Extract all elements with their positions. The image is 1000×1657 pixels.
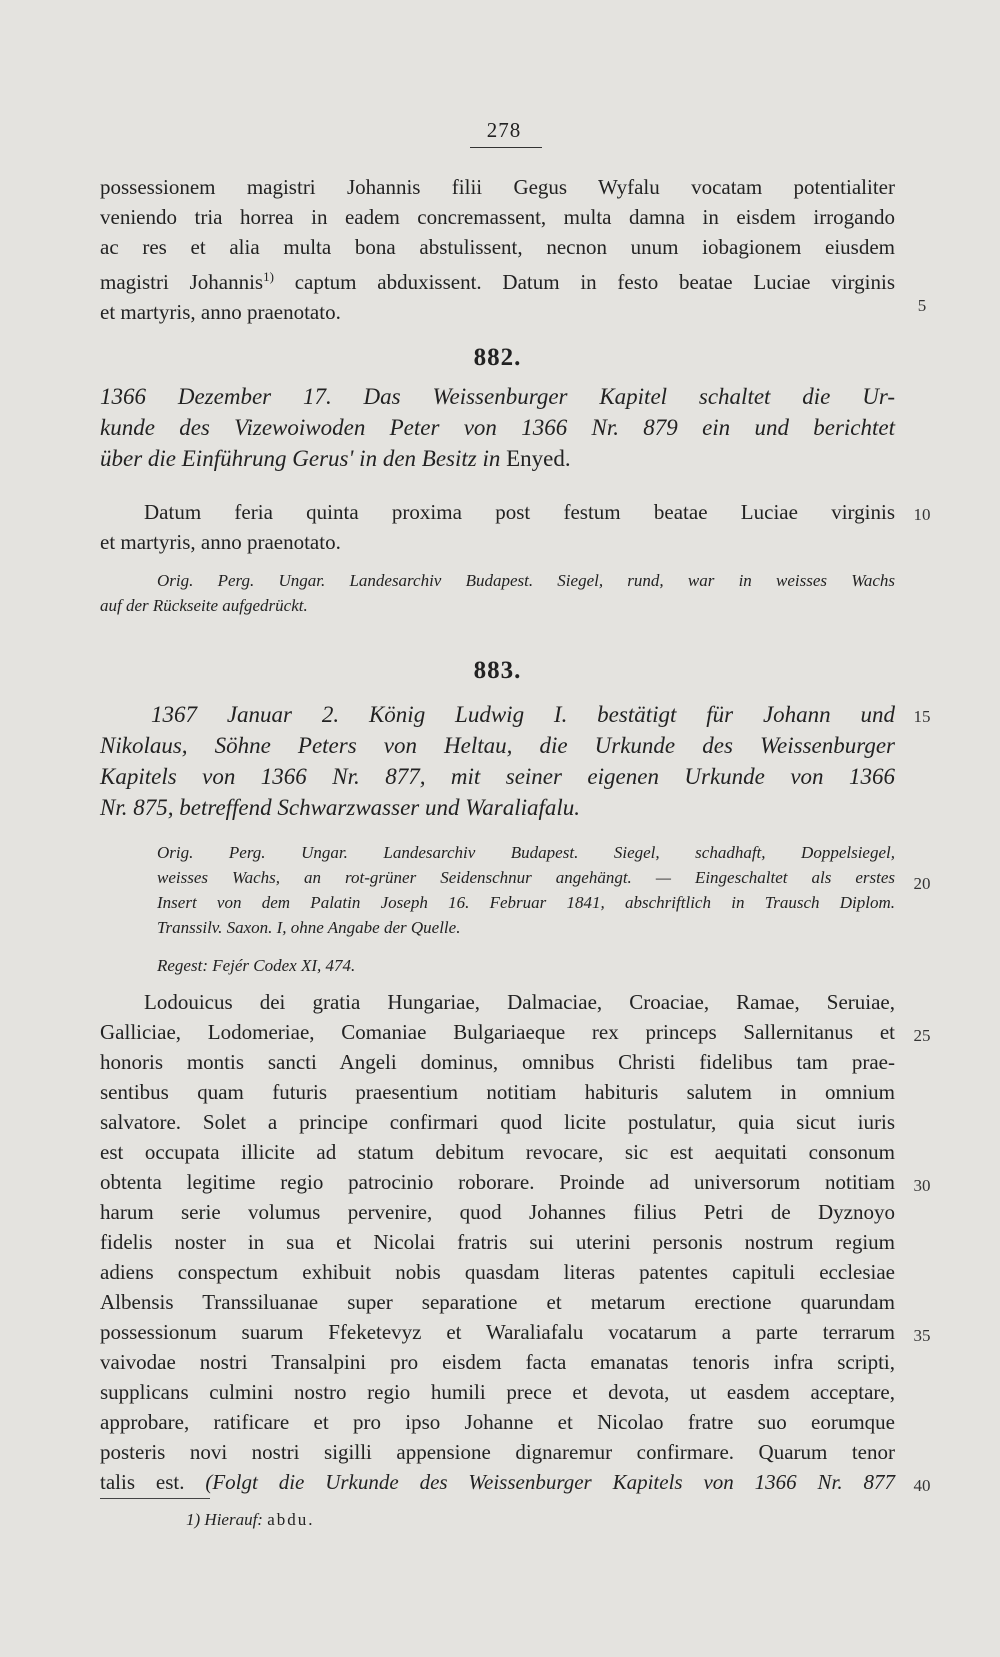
headline-line: Kapitels von 1366 Nr. 877, mit seiner eigenen Urkunde von 1366 xyxy=(100,764,895,789)
text-line: vaivodae nostri Transalpini pro eisdem facta emanatas tenoris infra scripti, xyxy=(100,1350,895,1374)
doc-883-text xyxy=(100,987,895,1497)
text-line: Galliciae, Lodomeriae, Comaniae Bulgariaeque rex princeps Sallernitanus et xyxy=(100,1020,895,1044)
text-line: supplicans culmini nostro regio humili prece et devota, ut easdem acceptare, xyxy=(100,1380,895,1404)
headline-line: Nr. 875, betreffend Schwarzwasser und Waraliafalu. xyxy=(100,795,581,820)
note-line: auf der Rückseite aufgedrückt. xyxy=(100,596,308,615)
footnote-text: abdu. xyxy=(267,1510,315,1529)
text-line: honoris montis sancti Angeli dominus, omnibus Christi fidelibus tam prae- xyxy=(100,1050,895,1074)
margin-line-number: 15 xyxy=(913,707,931,726)
note-line: Orig. Perg. Ungar. Landesarchiv Budapest. Siegel, schadhaft, Doppelsiegel, xyxy=(157,843,895,862)
page-number-rule xyxy=(470,147,542,148)
doc-882-headline xyxy=(100,381,895,474)
margin-line-number: 35 xyxy=(913,1326,931,1345)
footnote-mark: 1) xyxy=(263,269,274,284)
text-line: est occupata illicite ad statum debitum revocare, sic est aequitati consonum xyxy=(100,1140,895,1164)
text-line: ac res et alia multa bona abstulissent, necnon unum iobagionem eiusdem xyxy=(100,235,895,259)
margin-line-number: 30 xyxy=(913,1176,931,1195)
text-line: veniendo tria horrea in eadem concremassent, multa damna in eisdem irrogando xyxy=(100,205,895,229)
document-number-882: 882. xyxy=(473,344,522,371)
note-line: weisses Wachs, an rot-grüner Seidenschnur angehängt. — Eingeschaltet als erstes xyxy=(157,868,895,887)
note-line: Transsilv. Saxon. I, ohne Angabe der Quelle. xyxy=(157,918,461,937)
text-line: Lodouicus dei gratia Hungariae, Dalmaciae, Croaciae, Ramae, Seruiae, xyxy=(144,990,895,1014)
margin-line-number: 10 xyxy=(913,505,931,524)
document-number-883: 883. xyxy=(473,657,522,684)
page-number: 278 xyxy=(486,118,522,142)
text-fragment-italic: (Folgt die Urkunde des Weissenburger Kapitels von 1366 Nr. 877 xyxy=(205,1470,895,1494)
note-line: Insert von dem Palatin Joseph 16. Februar 1841, abschriftlich in Trausch Diplom. xyxy=(157,893,895,912)
margin-line-number: 25 xyxy=(913,1026,931,1045)
headline-line: Nikolaus, Söhne Peters von Heltau, die Urkunde des Weissenburger xyxy=(100,733,895,758)
footnote xyxy=(186,1510,315,1530)
note-line: Orig. Perg. Ungar. Landesarchiv Budapest. Siegel, rund, war in weisses Wachs xyxy=(157,571,895,590)
doc-883-notes xyxy=(100,840,895,940)
text-line: Albensis Transsiluanae super separatione et metarum erectione quarundam xyxy=(100,1290,895,1314)
text-line: et martyris, anno praenotato. xyxy=(100,530,341,554)
text-line: harum serie volumus pervenire, quod Johannes filius Petri de Dyznoyo xyxy=(100,1200,895,1224)
footnote-rule xyxy=(100,1498,210,1499)
text-fragment: captum abduxissent. Datum in festo beatae Luciae virginis xyxy=(294,270,896,294)
text-line: posteris novi nostri sigilli appensione dignaremur confirmare. Quarum tenor xyxy=(100,1440,895,1464)
text-line: Datum feria quinta proxima post festum beatae Luciae virginis xyxy=(144,500,895,524)
headline-fragment: über die Einführung Gerus' in den Besitz in xyxy=(100,446,501,471)
doc-883-headline xyxy=(100,699,895,823)
text-line: adiens conspectum exhibuit nobis quasdam literas patentes capituli ecclesiae xyxy=(100,1260,895,1284)
headline-upright-fragment: Enyed. xyxy=(506,446,571,471)
margin-line-number: 5 xyxy=(917,296,927,315)
text-line: fidelis noster in sua et Nicolai fratris sui uterini personis nostrum regium xyxy=(100,1230,895,1254)
margin-line-number: 20 xyxy=(913,874,931,893)
headline-line: 1366 Dezember 17. Das Weissenburger Kapitel schaltet die Ur- xyxy=(100,384,895,409)
headline-line: kunde des Vizewoiwoden Peter von 1366 Nr. 879 ein und berichtet xyxy=(100,415,895,440)
text-line: salvatore. Solet a principe confirmari quod licite postulatur, quia sicut iuris xyxy=(100,1110,895,1134)
doc-882-text xyxy=(100,497,895,557)
text-line-with-footnote xyxy=(100,262,895,297)
text-line xyxy=(100,1467,895,1497)
headline-line: 1367 Januar 2. König Ludwig I. bestätigt für Johann und xyxy=(151,702,895,727)
text-fragment: magistri Johannis xyxy=(100,270,264,294)
text-line: sentibus quam futuris praesentium notitiam habituris salutem in omnium xyxy=(100,1080,895,1104)
intro-paragraph xyxy=(100,172,895,327)
text-fragment: talis est. xyxy=(100,1470,185,1494)
text-line: obtenta legitime regio patrocinio roborare. Proinde ad universorum notitiam xyxy=(100,1170,895,1194)
text-line: possessionem magistri Johannis filii Gegus Wyfalu vocatam potentialiter xyxy=(100,175,895,199)
text-line: approbare, ratificare et pro ipso Johanne et Nicolao fratre suo eorumque xyxy=(100,1410,895,1434)
margin-line-number: 40 xyxy=(913,1476,931,1495)
footnote-label: 1) Hierauf: xyxy=(186,1510,263,1529)
headline-line xyxy=(100,443,895,474)
doc-883-regest: Regest: Fejér Codex XI, 474. xyxy=(157,956,356,975)
text-line: possessionum suarum Ffeketevyz et Waraliafalu vocatarum a parte terrarum xyxy=(100,1320,895,1344)
text-line: et martyris, anno praenotato. xyxy=(100,300,341,324)
doc-882-notes xyxy=(100,568,895,618)
